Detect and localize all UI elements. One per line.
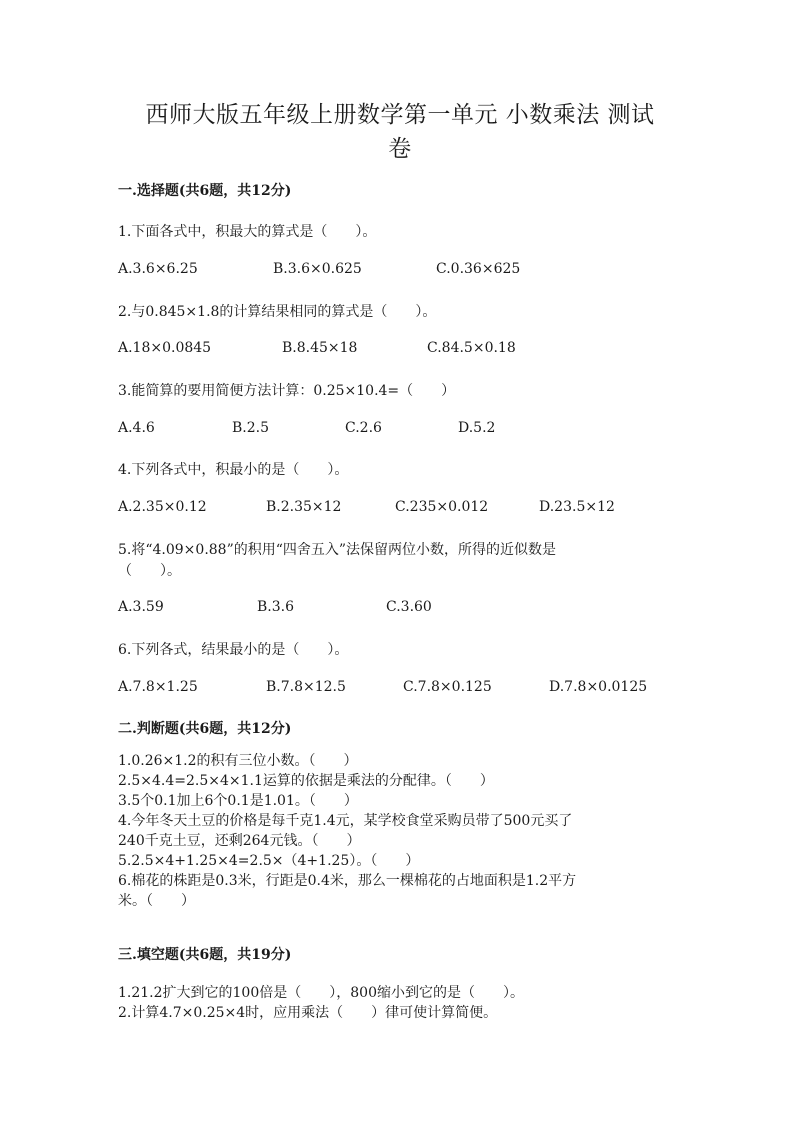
option: A.7.8×1.25 <box>118 679 198 695</box>
list-item: 4.今年冬天土豆的价格是每千克1.4元，某学校食堂采购员带了500元买了 <box>118 813 573 829</box>
option: A.3.59 <box>118 599 164 615</box>
page-title <box>100 98 700 166</box>
option: D.23.5×12 <box>539 499 615 515</box>
section-heading-judge: 二.判断题(共6题，共12分) <box>118 721 292 737</box>
section-heading-choice: 一.选择题(共6题，共12分) <box>118 183 292 199</box>
option: B.8.45×18 <box>282 340 358 356</box>
option: C.84.5×0.18 <box>427 340 516 356</box>
list-item: 1.0.26×1.2的积有三位小数。（ ） <box>118 753 358 769</box>
option: C.2.6 <box>345 420 382 436</box>
list-item-continued: 240千克土豆，还剩264元钱。（ ） <box>118 833 361 849</box>
option: D.7.8×0.0125 <box>549 679 648 695</box>
option: B.3.6 <box>257 599 295 615</box>
option: B.2.5 <box>232 420 270 436</box>
question-stem: 2.与0.845×1.8的计算结果相同的算式是（ ）。 <box>118 304 437 320</box>
option: A.4.6 <box>118 420 155 436</box>
option: C.0.36×625 <box>436 261 521 277</box>
title-line-1: 西师大版五年级上册数学第一单元 小数乘法 测试 <box>145 102 655 128</box>
question-stem: 4.下列各式中，积最小的是（ ）。 <box>118 462 349 478</box>
option: C.235×0.012 <box>395 499 489 515</box>
list-item: 3.5个0.1加上6个0.1是1.01。（ ） <box>118 793 358 809</box>
question-stem: 6.下列各式，结果最小的是（ ）。 <box>118 642 349 658</box>
list-item-continued: 米。（ ） <box>118 893 195 909</box>
option: A.18×0.0845 <box>118 340 212 356</box>
question-stem: 1.下面各式中，积最大的算式是（ ）。 <box>118 224 377 240</box>
option: A.2.35×0.12 <box>118 499 207 515</box>
option: C.3.60 <box>386 599 432 615</box>
fill-list <box>118 983 688 1023</box>
question-stem-continued: （ ）。 <box>118 563 181 579</box>
list-item: 2.5×4.4=2.5×4×1.1运算的依据是乘法的分配律。（ ） <box>118 773 494 789</box>
option: B.2.35×12 <box>266 499 342 515</box>
option: B.7.8×12.5 <box>266 679 346 695</box>
option: A.3.6×6.25 <box>118 261 198 277</box>
list-item: 2.计算4.7×0.25×4时，应用乘法（ ）律可使计算简便。 <box>118 1005 498 1021</box>
list-item: 6.棉花的株距是0.3米，行距是0.4米，那么一棵棉花的占地面积是1.2平方 <box>118 873 577 889</box>
list-item: 1.21.2扩大到它的100倍是（ ），800缩小到它的是（ ）。 <box>118 985 524 1001</box>
option: B.3.6×0.625 <box>273 261 362 277</box>
section-heading-fill: 三.填空题(共6题，共19分) <box>118 947 292 963</box>
question-stem: 5.将“4.09×0.88”的积用“四舍五入”法保留两位小数，所得的近似数是 <box>118 542 557 558</box>
option: C.7.8×0.125 <box>403 679 492 695</box>
title-line-2: 卷 <box>388 136 412 162</box>
option: D.5.2 <box>458 420 496 436</box>
list-item: 5.2.5×4+1.25×4=2.5×（4+1.25）。（ ） <box>118 853 420 869</box>
judge-list <box>118 751 688 911</box>
question-stem: 3.能简算的要用简便方法计算：0.25×10.4=（ ） <box>118 383 456 399</box>
